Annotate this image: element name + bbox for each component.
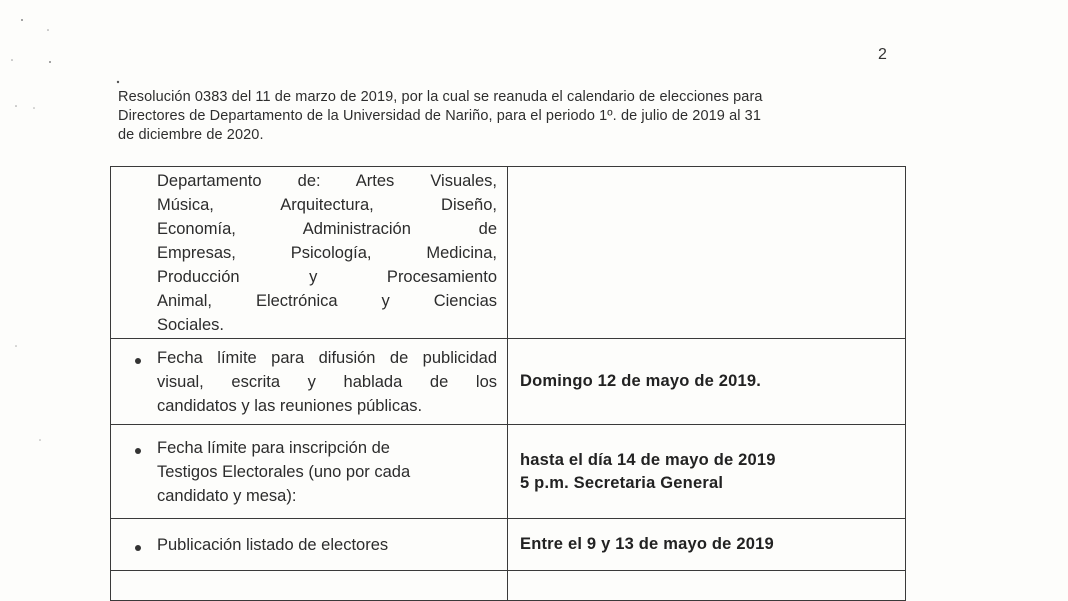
departments-line: Animal, Electrónica y Ciencias	[157, 291, 497, 310]
voter-list-value	[508, 519, 906, 571]
item-line: candidato y mesa):	[157, 486, 297, 505]
publicity-deadline-cell	[111, 339, 508, 425]
departments-line: Departamento de: Artes Visuales,	[157, 171, 497, 190]
witness-registration-value	[508, 425, 906, 519]
table-row	[111, 339, 906, 425]
item-line: Publicación listado de electores	[157, 535, 389, 554]
item-line: visual, escrita y hablada de los	[157, 372, 497, 391]
table-row	[111, 425, 906, 519]
publicity-deadline-value	[508, 339, 906, 425]
item-line: Fecha límite para inscripción de	[157, 438, 390, 457]
table-row	[111, 167, 906, 339]
item-line: candidatos y las reuniones públicas.	[157, 396, 423, 415]
header-line-2: Directores de Departamento de la Universidad de Nariño, para el periodo 1º. de julio de 2019 al 31	[118, 108, 762, 124]
departments-line: Producción y Procesamiento	[157, 267, 497, 286]
next-row-cell	[111, 571, 508, 601]
departments-line: Empresas, Psicología, Medicina,	[157, 243, 497, 262]
value-line: hasta el día 14 de mayo de 2019	[520, 450, 776, 469]
departments-line: Sociales.	[157, 315, 224, 334]
value-line: Entre el 9 y 13 de mayo de 2019	[520, 535, 774, 553]
departments-line: Economía, Administración de	[157, 219, 497, 238]
value-line: 5 p.m. Secretaria General	[520, 473, 724, 492]
bullet-icon	[135, 448, 141, 454]
departments-cell	[111, 167, 508, 339]
next-row-value	[508, 571, 906, 601]
departments-line: Música, Arquitectura, Diseño,	[157, 195, 497, 214]
item-line: Testigos Electorales (uno por cada	[157, 462, 411, 481]
witness-registration-cell	[111, 425, 508, 519]
empty-value-cell	[508, 167, 906, 339]
table-row	[111, 571, 906, 601]
header-line-1: Resolución 0383 del 11 de marzo de 2019, por la cual se reanuda el calendario de elecciones para	[118, 89, 763, 105]
voter-list-cell	[111, 519, 508, 571]
resolution-header	[118, 88, 908, 145]
table-row	[111, 519, 906, 571]
item-line: Fecha límite para difusión de publicidad	[157, 348, 497, 367]
page-number: 2	[878, 46, 887, 63]
bullet-icon	[135, 545, 141, 551]
election-calendar-table	[110, 166, 906, 601]
value-line: Domingo 12 de mayo de 2019.	[520, 372, 762, 390]
bullet-icon	[135, 358, 141, 364]
header-line-3: de diciembre de 2020.	[118, 127, 264, 143]
